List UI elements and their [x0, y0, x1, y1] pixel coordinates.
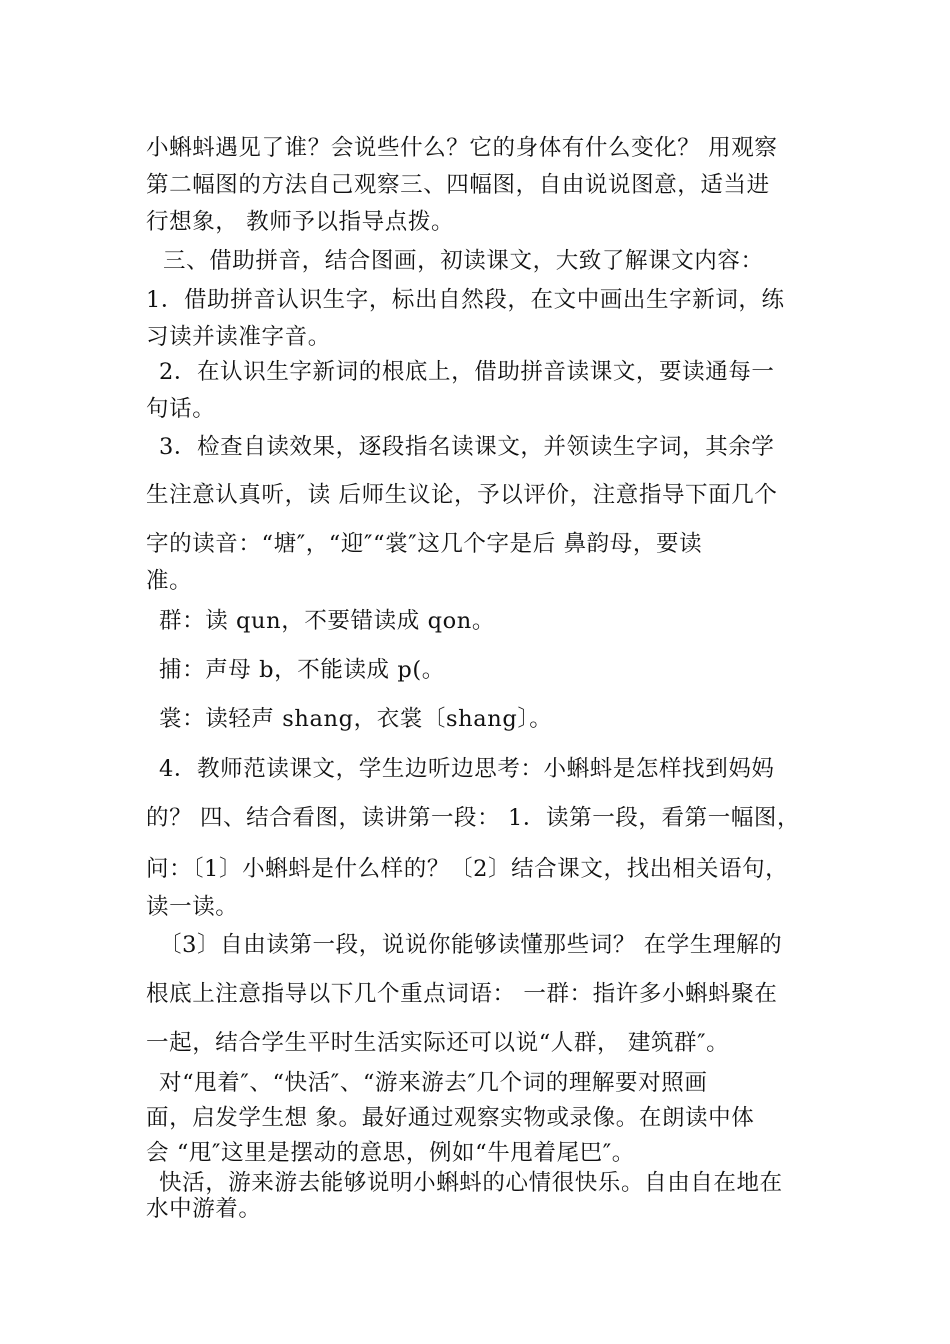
text-line: 〔3〕自由读第一段，说说你能够读懂那些词？ 在学生理解的	[159, 932, 783, 958]
text-line: 三、借助拼音，结合图画，初读课文，大致了解课文内容：	[163, 248, 764, 274]
text-line: 群：读 qun，不要错读成 qon。	[159, 608, 495, 634]
text-line: 问：〔1〕小蝌蚪是什么样的？〔2〕结合课文，找出相关语句，	[146, 856, 789, 882]
text-line: 面，启发学生想 象。最好通过观察实物或录像。在朗读中体	[146, 1105, 755, 1131]
text-line: 小蝌蚪遇见了谁？会说些什么？它的身体有什么变化？ 用观察	[146, 135, 778, 161]
text-line: 准。	[146, 568, 193, 594]
text-line: 2．在认识生字新词的根底上，借助拼音读课文，要读通每一	[159, 359, 775, 385]
text-line: 捕：声母 b，不能读成 p(。	[159, 657, 445, 683]
text-line: 行想象， 教师予以指导点拨。	[146, 209, 455, 235]
text-line: 裳：读轻声 shang，衣裳〔shang〕。	[159, 706, 553, 732]
text-line: 1．借助拼音认识生字，标出自然段，在文中画出生字新词，练	[146, 287, 785, 313]
text-line: 习读并读准字音。	[146, 324, 331, 350]
text-line: 会 “甩″这里是摆动的意思，例如“牛甩着尾巴″。	[146, 1140, 635, 1166]
text-line: 快活，游来游去能够说明小蝌蚪的心情很快乐。自由自在地在	[159, 1170, 783, 1196]
text-line: 4．教师范读课文，学生边听边思考：小蝌蚪是怎样找到妈妈	[159, 756, 775, 782]
text-line: 对“甩着″、“快活″、“游来游去″几个词的理解要对照画	[159, 1070, 708, 1096]
text-line: 读一读。	[146, 894, 239, 920]
text-line: 水中游着。	[146, 1196, 262, 1222]
text-line: 第二幅图的方法自己观察三、四幅图，自由说说图意，适当进	[146, 172, 770, 198]
text-line: 字的读音：“塘″，“迎″“裳″这几个字是后 鼻韵母，要读	[146, 531, 703, 557]
text-line: 一起，结合学生平时生活实际还可以说“人群， 建筑群″。	[146, 1030, 730, 1056]
text-line: 的？ 四、结合看图，读讲第一段： 1．读第一段，看第一幅图，	[146, 805, 801, 831]
text-line: 生注意认真听，读 后师生议论，予以评价，注意指导下面几个	[146, 482, 778, 508]
text-line: 根底上注意指导以下几个重点词语： 一群：指许多小蝌蚪聚在	[146, 981, 778, 1007]
text-line: 句话。	[146, 396, 216, 422]
text-line: 3．检查自读效果，逐段指名读课文，并领读生字词，其余学	[159, 434, 775, 460]
